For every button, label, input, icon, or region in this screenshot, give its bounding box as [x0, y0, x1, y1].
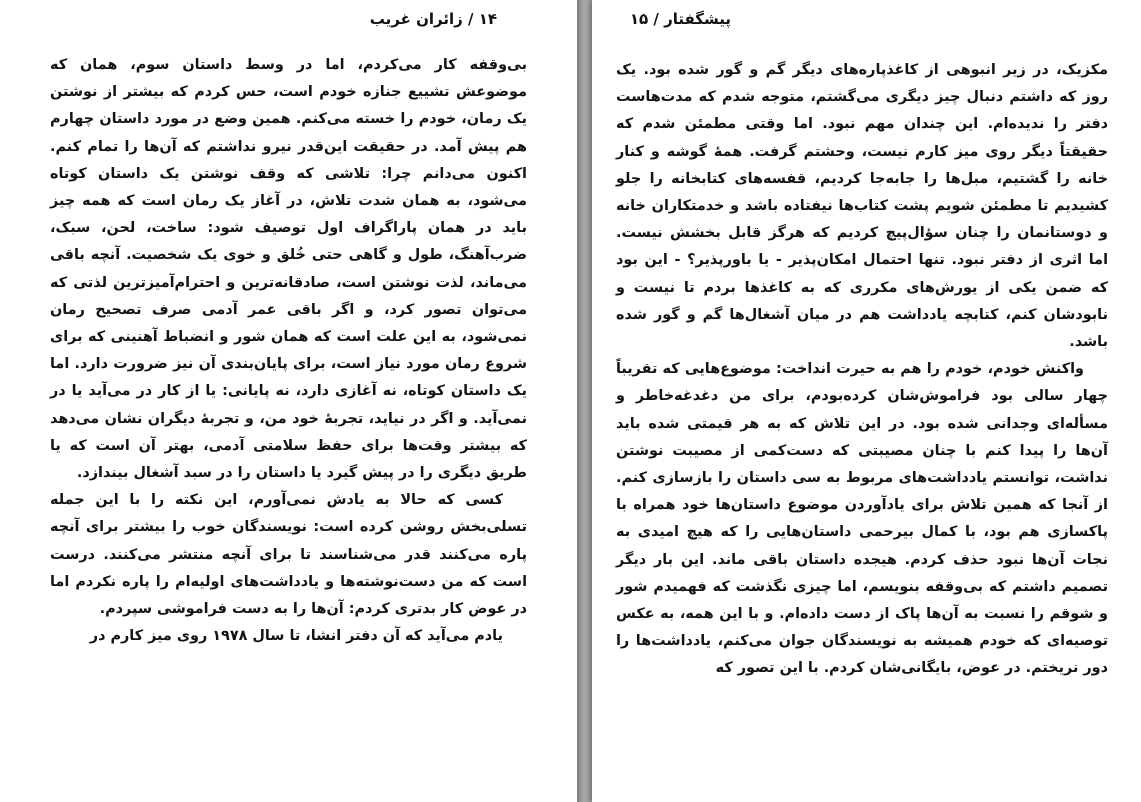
left-paragraph-2: کسی که حالا به یادش نمی‌آورم، این نکته را با این جمله تسلی‌بخش روشن کرده است: نویسندگان خوب را بیشتر برای آنچه پاره می‌کنند قدر می‌شناسند تا برای آنچه منتشر می‌کنند. درست است که من دست‌نوشته‌ها و یادداشت‌های اولیه‌ام را پاره نکردم اما در عوض کار بدتری کردم: آن‌ها را به دست فراموشی سپردم. [50, 492, 527, 618]
left-page-header: ۱۴ / زائران غریب [369, 10, 497, 28]
right-page-header: پیشگفتار / ۱۵ [629, 10, 731, 28]
right-paragraph-1: مکزیک، در زیر انبوهی از کاغذپاره‌های دیگر گم و گور شده بود. یک روز که داشتم دنبال چیز دیگری می‌گشتم، متوجه شدم که مدت‌هاست دفتر را ندیده‌ام. این چندان مهم نبود. اما وقتی مطمئن شدم که حقیقتاً دیگر روی میز کارم نیست، وحشتم گرفت. همهٔ گوشه و کنار خانه را گشتیم، مبل‌ها را جابه‌جا کردیم، قفسه‌های کتابخانه را جلو کشیدیم تا مطمئن شویم پشت کتاب‌ها نیفتاده باشد و خدمتکاران خانه و دوستانمان را چنان سؤال‌پیچ کردیم که هرگز قابل بخشش نیست. اما اثری از دفتر نبود. تنها احتمال امکان‌پذیر - یا باورپذیر؟ - این بود که ضمن یکی از یورش‌های مکرری که به کاغذها بردم تا نیست و نابودشان کنم، کتابچه یادداشت هم در میان آشغال‌ها گم و گور شده باشد. [616, 62, 1108, 351]
left-page-body [50, 52, 527, 650]
left-paragraph-3: یادم می‌آید که آن دفتر انشا، تا سال ۱۹۷۸ روی میز کارم در [89, 628, 503, 645]
right-page-body [616, 57, 1108, 683]
book-gutter [577, 0, 592, 802]
right-paragraph-2: واکنش خودم، خودم را هم به حیرت انداخت: موضوع‌هایی که تقریباً چهار سالی بود فراموش‌شان کرده‌بودم، برای من دغدغه‌خاطر و مسأله‌ای وجدانی شده بود. در این تلاش که به هر قیمتی شده باید آن‌ها را پیدا کنم با چنان مصیبتی که دست‌کمی از مصیبت نوشتن نداشت، توانستم یادداشت‌های مربوط به سی داستان را بازسازی کنم. از آنجا که همین تلاش برای یادآوردن موضوع داستان‌ها خود همراه با پاکسازی هم بود، با کمال بیرحمی داستان‌هایی را که هیچ امیدی به نجات آن‌ها نبود حذف کردم. هیجده داستان باقی ماند. این بار دیگر تصمیم داشتم که بی‌وقفه بنویسم، اما چیزی نگذشت که فهمیدم شور و شوقم را نسبت به آن‌ها پاک از دست داده‌ام. و با این همه، به عکس توصیه‌ای که خودم همیشه به نویسندگان جوان می‌کنم، یادداشت‌ها را دور نریختم. در عوض، بایگانی‌شان کردم. با این تصور که [616, 361, 1108, 677]
left-paragraph-1: بی‌وقفه کار می‌کردم، اما در وسط داستان سوم، همان که موضوعش تشییع جنازه خودم است، حس کردم که بیشتر از نوشتن یک رمان، خودم را خسته می‌کنم. همین وضع در مورد داستان چهارم هم پیش آمد. در حقیقت این‌قدر نیرو نداشتم که آن‌ها را تمام کنم. اکنون می‌دانم چرا: تلاشی که وقف نوشتن یک داستان کوتاه می‌شود، به همان شدت تلاش، در آغاز یک رمان است که همه چیز باید در همان پاراگراف اول توصیف شود: ساخت، لحن، سبک، ضرب‌آهنگ، طول و گاهی حتی خُلق و خوی یک شخصیت. آنچه باقی می‌ماند، لذت نوشتن است، صادقانه‌ترین و احترام‌آمیزترین لذتی که می‌توان تصور کرد، و اگر باقی عمر آدمی صرف تصحیح رمان نمی‌شود، به این علت است که همان شور و انضباط آهنینی که برای شروع رمان مورد نیاز است، برای پایان‌بندی آن نیز ضرورت دارد. اما یک داستان کوتاه، نه آغازی دارد، نه پایانی: یا از کار در می‌آید یا در نمی‌آید. و اگر در نیاید، تجربهٔ خود من، و تجربهٔ دیگران نشان می‌دهد که بیشتر وقت‌ها برای حفظ سلامتی آدمی، بهتر آن است که یا طریق دیگری را در پیش گیرد یا داستان را در سبد آشغال بیندازد. [50, 57, 527, 482]
right-page [592, 0, 1141, 802]
